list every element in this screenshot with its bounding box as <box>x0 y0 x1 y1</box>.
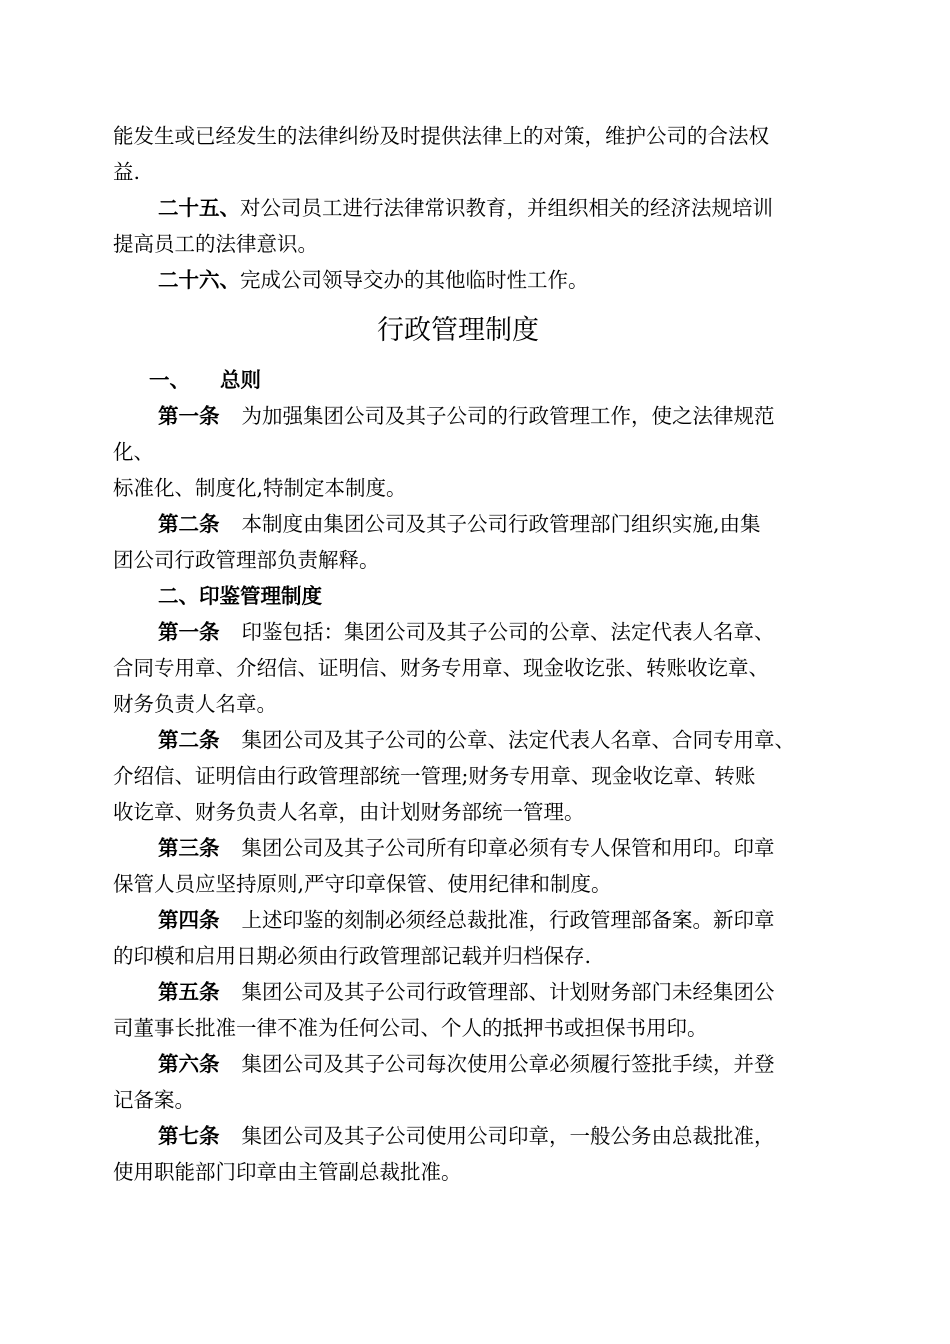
s1-article-1-line-2: 化、 <box>113 440 154 464</box>
s1-article-2-lead: 第二条 <box>158 512 220 536</box>
item-25-number: 二十五、 <box>158 196 240 220</box>
s2-article-6-line-1 <box>113 1046 838 1082</box>
s2-article-7-text: 集团公司及其子公司使用公司印章，一般公务由总裁批准， <box>241 1124 775 1148</box>
s2-article-1-line-1 <box>113 614 838 650</box>
s2-article-4-lead: 第四条 <box>158 908 220 932</box>
s1-article-1-lead: 第一条 <box>158 404 220 428</box>
s2-article-6-lead: 第六条 <box>158 1052 220 1076</box>
s1-article-2-line-1 <box>113 506 838 542</box>
s2-article-3-lead: 第三条 <box>158 836 220 860</box>
s2-article-3-line-1 <box>113 830 838 866</box>
s2-article-5-line-1 <box>113 974 838 1010</box>
s2-article-2-text: 集团公司及其子公司的公章、法定代表人名章、合同专用章、 <box>241 728 795 752</box>
s2-article-5-text: 集团公司及其子公司行政管理部、计划财务部门未经集团公 <box>241 980 775 1004</box>
item-25-line-2: 提高员工的法律意识。 <box>113 232 318 256</box>
s2-article-4-line-1 <box>113 902 838 938</box>
document-page <box>113 118 838 1190</box>
s2-article-2-lead: 第二条 <box>158 728 220 752</box>
section-1-number: 一、 <box>149 368 190 392</box>
section-2-heading: 二、印鉴管理制度 <box>158 584 322 608</box>
section-1-label: 总则 <box>220 368 261 392</box>
s2-article-2-line-3: 收讫章、财务负责人名章，由计划财务部统一管理。 <box>113 800 585 824</box>
s1-article-1-line-1 <box>113 398 838 434</box>
s2-article-2-line-2: 介绍信、证明信由行政管理部统一管理;财务专用章、现金收讫章、转账 <box>113 764 756 788</box>
s1-article-2-text: 本制度由集团公司及其子公司行政管理部门组织实施,由集 <box>241 512 761 536</box>
item-26-number: 二十六、 <box>158 268 240 292</box>
s2-article-1-text: 印鉴包括：集团公司及其子公司的公章、法定代表人名章、 <box>241 620 775 644</box>
s2-article-7-lead: 第七条 <box>158 1124 220 1148</box>
s2-article-3-line-2: 保管人员应坚持原则,严守印章保管、使用纪律和制度。 <box>113 872 612 896</box>
s2-article-1-line-3: 财务负责人名章。 <box>113 692 277 716</box>
item-26-line-1 <box>113 262 838 298</box>
s1-article-1-line-3: 标准化、制度化,特制定本制度。 <box>113 476 407 500</box>
s2-article-6-line-2: 记备案。 <box>113 1088 195 1112</box>
s2-article-7-line-1 <box>113 1118 838 1154</box>
s1-article-2-line-2: 团公司行政管理部负责解释。 <box>113 548 380 572</box>
paragraph-continuation-line-1: 能发生或已经发生的法律纠纷及时提供法律上的对策，维护公司的合法权 <box>113 124 769 148</box>
s2-article-1-lead: 第一条 <box>158 620 220 644</box>
item-25-line-1 <box>113 190 838 226</box>
s2-article-4-text: 上述印鉴的刻制必须经总裁批准，行政管理部备案。新印章 <box>241 908 775 932</box>
s2-article-5-line-2: 司董事长批准一律不准为任何公司、个人的抵押书或担保书用印。 <box>113 1016 708 1040</box>
s2-article-2-line-1 <box>113 722 838 758</box>
s2-article-7-line-2: 使用职能部门印章由主管副总裁批准。 <box>113 1160 462 1184</box>
s2-article-3-text: 集团公司及其子公司所有印章必须有专人保管和用印。印章 <box>241 836 775 860</box>
s2-article-4-line-2: 的印模和启用日期必须由行政管理部记载并归档保存. <box>113 944 592 968</box>
page-title: 行政管理制度 <box>377 315 539 346</box>
item-25-text: 对公司员工进行法律常识教育，并组织相关的经济法规培训 <box>240 196 773 220</box>
s2-article-6-text: 集团公司及其子公司每次使用公章必须履行签批手续，并登 <box>241 1052 775 1076</box>
s1-article-1-text: 为加强集团公司及其子公司的行政管理工作，使之法律规范 <box>241 404 775 428</box>
item-26-text: 完成公司领导交办的其他临时性工作。 <box>240 268 589 292</box>
s2-article-1-line-2: 合同专用章、介绍信、证明信、财务专用章、现金收讫张、转账收讫章、 <box>113 656 769 680</box>
paragraph-continuation-line-2: 益. <box>113 160 141 184</box>
s2-article-5-lead: 第五条 <box>158 980 220 1004</box>
section-1-heading <box>113 362 838 398</box>
